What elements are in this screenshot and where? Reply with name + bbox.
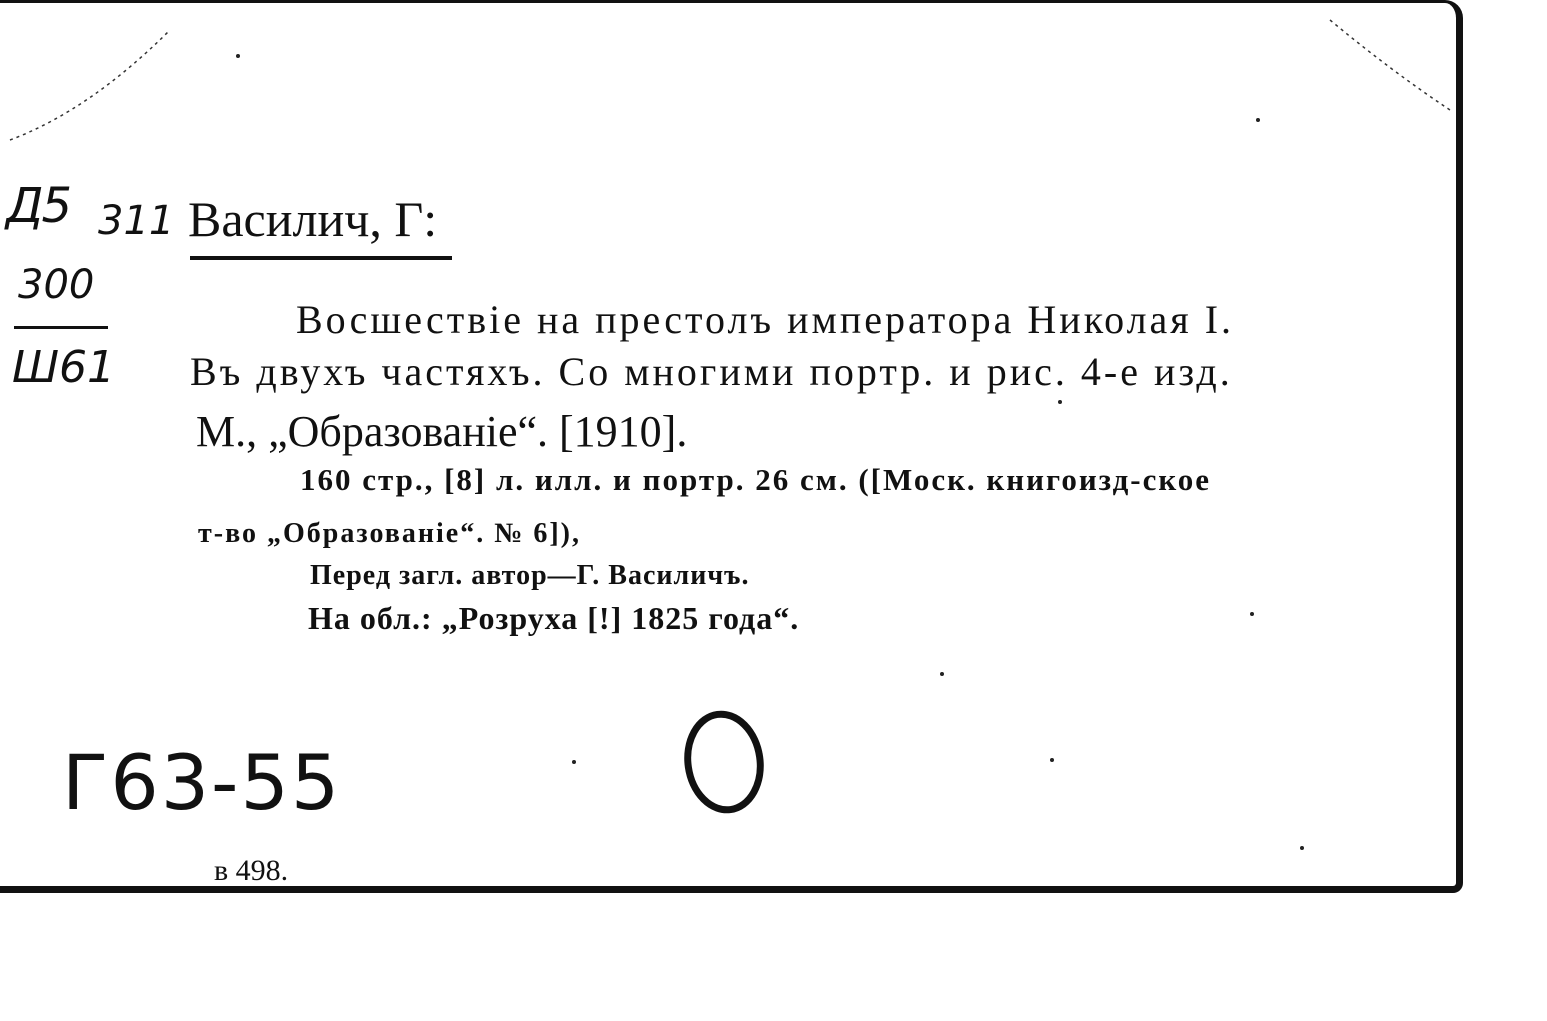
title-line-3: М., „Образованіе“. [1910]. (196, 407, 688, 456)
shelfmark-line-1-suffix: 311 (98, 198, 175, 244)
speck (1058, 400, 1062, 404)
speck (1050, 758, 1054, 762)
author-heading: Василич, Г: (188, 191, 438, 247)
author-underline (190, 256, 452, 260)
shelfmark-divider (14, 326, 108, 329)
call-number: в 498. (214, 854, 289, 887)
inventory-code: Г63-55 (62, 738, 342, 827)
shelfmark-line-3: Ш61 (12, 342, 116, 393)
collation-line-1: 160 стр., [8] л. илл. и портр. 26 см. ([Моск. книгоизд-ское (300, 462, 1212, 497)
shelfmark-line-2: 300 (18, 262, 95, 308)
title-line-2: Въ двухъ частяхъ. Со многими портр. и рис. 4-е изд. (190, 349, 1233, 394)
note-author: Перед загл. автор—Г. Василичъ. (310, 560, 750, 591)
speck (1250, 612, 1254, 616)
speck (1300, 846, 1304, 850)
speck (940, 672, 944, 676)
collation-line-2: т-во „Образованіе“. № 6]), (198, 518, 581, 549)
corner-wear-marks (10, 20, 1450, 140)
speck (572, 760, 576, 764)
punched-hole (682, 709, 767, 814)
note-cover: На обл.: „Розруха [!] 1825 года“. (308, 600, 800, 636)
speck (1256, 118, 1260, 122)
title-line-1: Восшествіе на престолъ императора Николая I. (296, 297, 1235, 342)
speck (236, 54, 240, 58)
shelfmark-line-1: Д5 (6, 178, 71, 234)
